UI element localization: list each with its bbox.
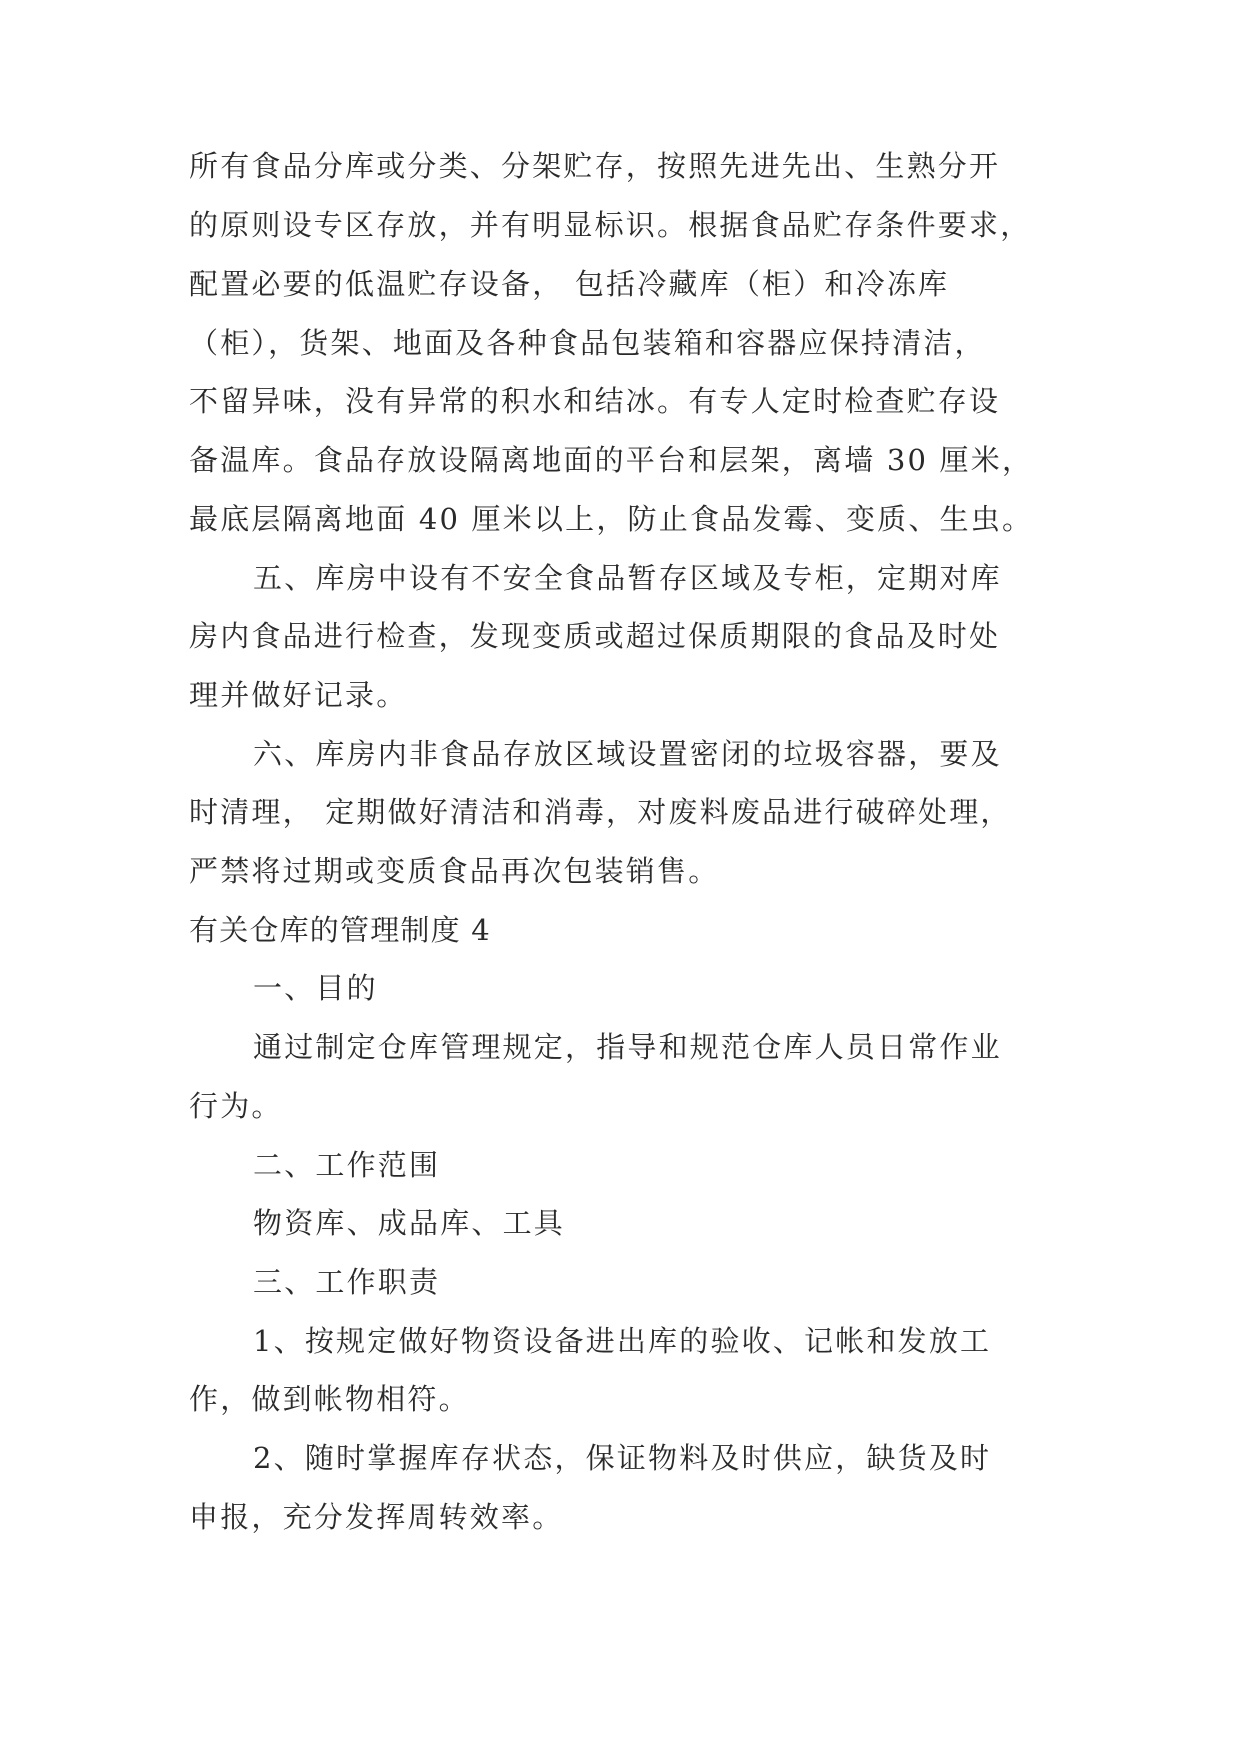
text-line: 不留异味，没有异常的积水和结冰。有专人定时检查贮存设: [189, 384, 1001, 418]
text-line: 申报，充分发挥周转效率。: [189, 1500, 564, 1534]
text-line: 配置必要的低温贮存设备， 包括冷藏库（柜）和冷冻库: [189, 267, 950, 301]
text-line: 一、目的: [253, 971, 378, 1005]
text-line: 六、库房内非食品存放区域设置密闭的垃圾容器，要及: [253, 737, 1002, 771]
text-line: 物资库、成品库、工具: [253, 1206, 566, 1240]
text-line: 作，做到帐物相符。: [189, 1382, 470, 1416]
text-line: 五、库房中设有不安全食品暂存区域及专柜，定期对库: [253, 561, 1002, 595]
text-line: 最底层隔离地面 40 厘米以上，防止食品发霉、变质、生虫。: [189, 502, 1034, 536]
section-heading: 有关仓库的管理制度 4: [189, 913, 491, 947]
text-line: （柜），货架、地面及各种食品包装箱和容器应保持清洁，: [189, 326, 986, 360]
text-line: 通过制定仓库管理规定，指导和规范仓库人员日常作业: [253, 1030, 1002, 1064]
text-line: 2、随时掌握库存状态，保证物料及时供应，缺货及时: [253, 1441, 992, 1475]
text-line: 二、工作范围: [253, 1148, 441, 1182]
text-line: 时清理， 定期做好清洁和消毒，对废料废品进行破碎处理，: [189, 795, 1012, 829]
text-line: 行为。: [189, 1089, 283, 1123]
text-line: 三、工作职责: [253, 1265, 441, 1299]
text-line: 的原则设专区存放，并有明显标识。根据食品贮存条件要求，: [189, 208, 1032, 242]
text-line: 严禁将过期或变质食品再次包装销售。: [189, 854, 720, 888]
text-line: 房内食品进行检查，发现变质或超过保质期限的食品及时处: [189, 619, 1001, 653]
text-line: 理并做好记录。: [189, 678, 408, 712]
text-line: 备温库。食品存放设隔离地面的平台和层架，离墙 30 厘米，: [189, 443, 1034, 477]
text-line: 1、按规定做好物资设备进出库的验收、记帐和发放工: [253, 1324, 992, 1358]
text-line: 所有食品分库或分类、分架贮存，按照先进先出、生熟分开: [189, 149, 1001, 183]
